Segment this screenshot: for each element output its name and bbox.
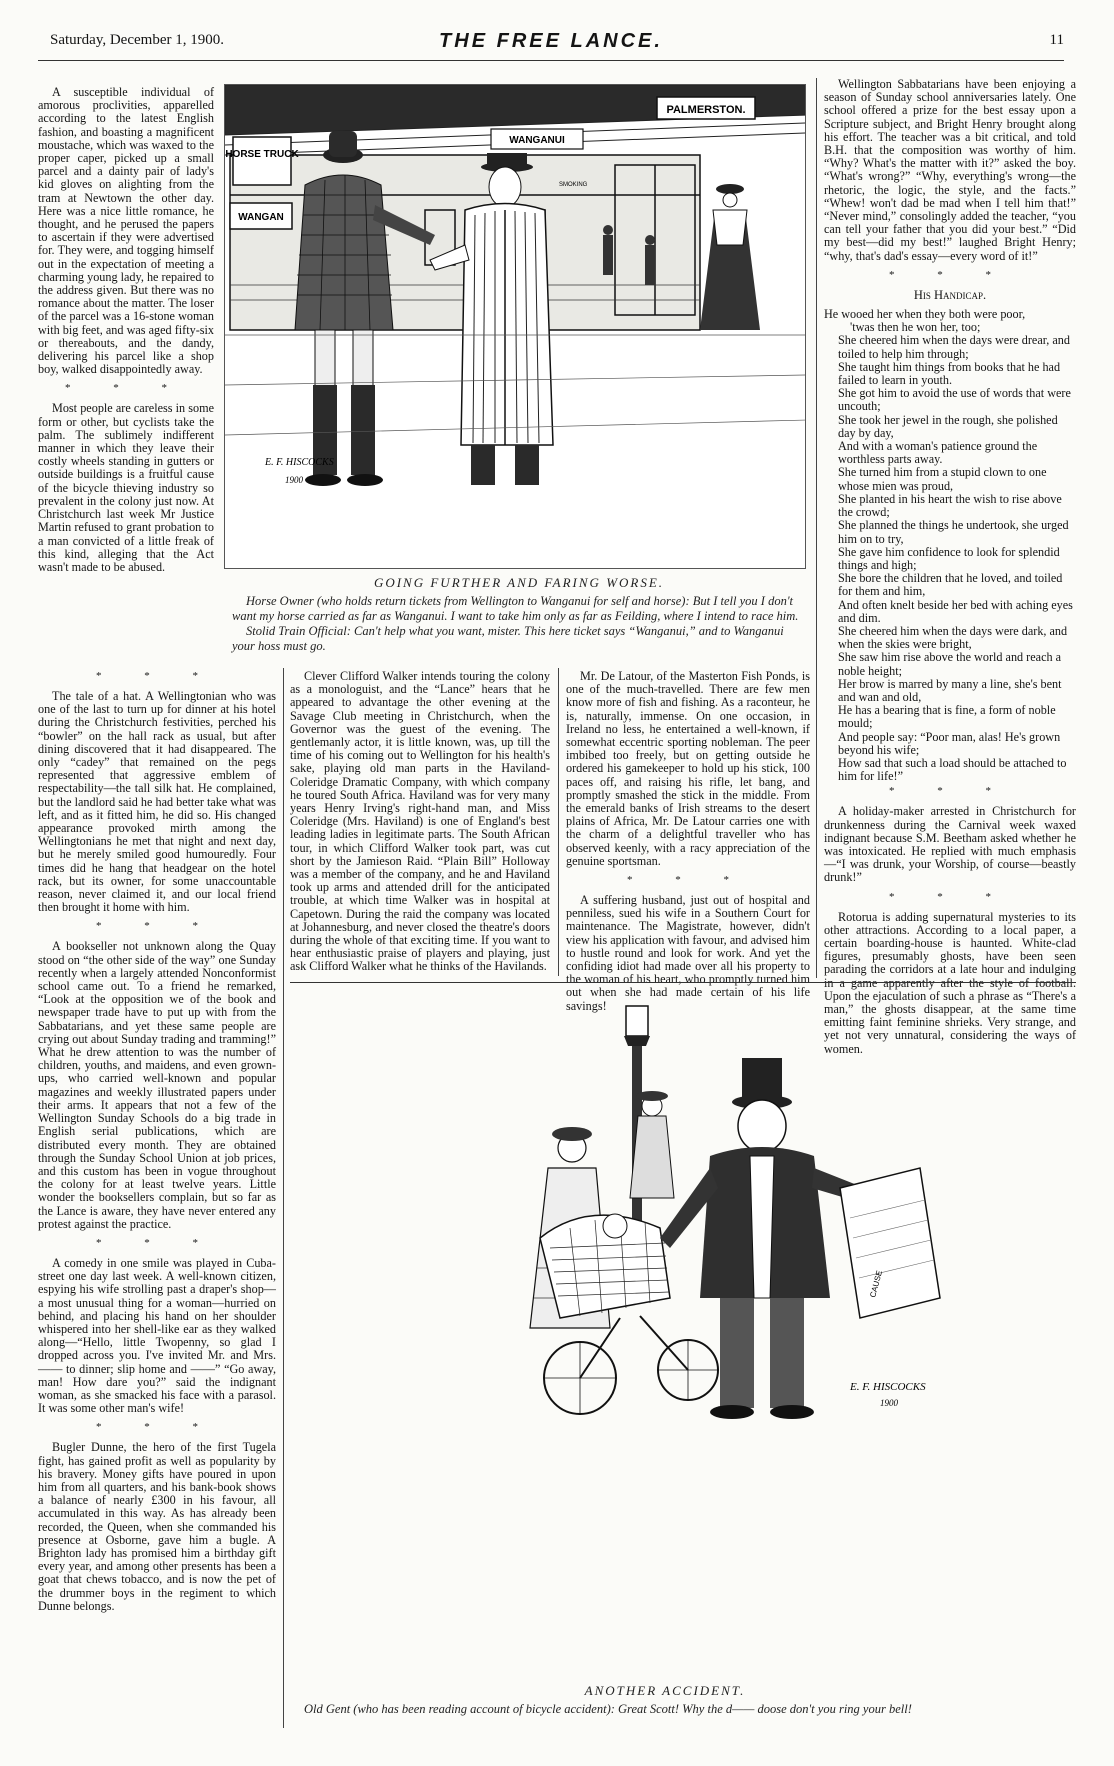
poem-line: She taught him things from books that he had failed to learn in youth.: [838, 359, 1061, 388]
section-separator: * * *: [65, 382, 187, 395]
poem-line: She gave him confidence to look for splendid things and high;: [838, 544, 1060, 572]
article-holiday-maker: A holiday-maker arrested in Christchurch for drunkenness during the Carnival week waxed indignant because S.M. Beetham asked whether he was intoxicated. He replied with much emphasis—“I was drunk, your Worship, of course—beastly drunk!”: [824, 804, 1076, 885]
illustration1-signature: E. F. HISCOCKS: [265, 457, 334, 468]
newspaper-prop: [840, 1168, 940, 1318]
poem-line: 'twas then he won her, too;: [850, 320, 981, 335]
page-header: [38, 30, 1064, 56]
illustration2-signature: E. F. HISCOCKS: [850, 1381, 926, 1393]
caption-title-going-further: GOING FURTHER AND FARING WORSE.: [373, 575, 665, 590]
perambulator: [540, 1214, 718, 1414]
poem-line: She cheered him when the days were dark, and when the skies were bright,: [838, 623, 1068, 652]
poem-line: And often knelt beside her bed with aching eyes and dim.: [838, 597, 1073, 625]
poem-line: She got him to avoid the use of words that were uncouth;: [838, 386, 1071, 414]
column-left-top: [38, 86, 214, 580]
poem-line: Her brow is marred by many a line, she's bent and wan and old,: [838, 676, 1062, 704]
article-tale-of-a-hat: The tale of a hat. A Wellingtonian who was one of the last to turn up for dinner at his hotel during the Christchurch festivities, perched his “bowler” on the hall rack as usual, but after dining discovered that it had disappeared. The only “cadey” that remained on the pegs represented that aggressive emblem of respectability—the tall silk hat. He complained, but the landlord said he had better take what was left, and as it fitted him, he did so. His changed appearance provoked mirth among the Wellingtonians he met that night and next day, but he merely smiled good humouredly. Four times did he hang that headgear on the hotel rack, but its owner, for some unaccountable reason, never claimed it, and our local friend then brought it home with him.: [38, 689, 276, 915]
column-divider: [816, 78, 817, 978]
caption-title-another-accident: ANOTHER ACCIDENT.: [584, 1683, 746, 1698]
lady-background-figure: [700, 184, 760, 330]
article-suffering-husband: A suffering husband, just out of hospital and penniless, sued his wife in a Southern Court for maintenance. The Magistrate, however, didn't view his application with favour, and advised him to hustle round and look for work. And yet the confiding idiot had made over all his property to the woman of his heart, who promptly turned him out when she had made certain of his life savings!: [566, 893, 810, 1013]
sign-palmerston: PALMERSTON.: [666, 104, 746, 116]
section-separator: * * *: [96, 920, 218, 933]
sign-horse-truck: HORSE TRUCK: [225, 149, 299, 160]
sign-wangan: WANGAN: [238, 212, 284, 223]
masthead-title: THE FREE LANCE.: [439, 30, 663, 52]
article-careless-cyclists: Most people are careless in some form or other, but cyclists take the palm. The sublimely indifferent manner in which they leave their costly wheels standing in gutters or outside buildings is a fruitful cause of the bicycle thieving industry so prevalent in the colony just now. At Christchurch last week Mr Justice Martin refused to grant probation to a man convicted of a little freak of this kind, alleging that the Act wasn't made to be abused.: [38, 401, 214, 574]
article-comedy-in-one-smile: A comedy in one smile was played in Cuba-street one day last week. A well-known citizen, espying his wife strolling past a draper's shop—a most unusual thing for a woman—hurried on behind, and placing his hand on her shoulder whispered into her shell-like ear as they walked along—“Hello, little Twopenny, so glad I dropped across you. I've invited Mr. and Mrs. —— to dinner; slip home and ——” “Go away, man! How dare you?” said the indignant woman, as she smacked his face with a parasol. It was some other man's wife!: [38, 1255, 276, 1416]
sign-wanganui-carriage: WANGANUI: [509, 135, 565, 146]
poem-line: She planned the things he undertook, she urged him on to try,: [838, 518, 1069, 546]
caption-horse-owner-text: Horse Owner (who holds return tickets from Wellington to Wanganui for self and horse): But I tell you I don't want my horse carried as far as Wanganui. I want to take him only as far as Feilding, where I intend to race him.: [232, 594, 799, 623]
poem-line: She bore the children that he loved, and toiled for them and him,: [838, 571, 1063, 599]
caption-going-further: [232, 575, 806, 654]
issue-date: Saturday, December 1, 1900.: [50, 32, 224, 48]
poem-line: And people say: “Poor man, alas! He's grown beyond his wife;: [838, 729, 1061, 757]
column-left: [38, 668, 276, 1619]
article-amorous-individual: A susceptible individual of amorous proclivities, apparelled according to the latest English fashion, and boasting a magnificent moustache, which was waxed to the proper caper, picked up a small parcel and a dainty pair of lady's kid gloves on alighting from the tram at Newtown the other day. Here was a nice little romance, he thought, and he perused the papers to ascertain if they were advertised for. They were, and togging himself out in the expectation of meeting a charming young lady, he repaired to the address given. But there was no romance about the matter. The loser of the parcel was a 16-stone woman with big feet, and was aged fifty-six or thereabouts, and the dandy, delivering his parcel like a shop boy, walked disappointedly away.: [38, 85, 214, 377]
article-de-latour: Mr. De Latour, of the Masterton Fish Ponds, is one of the much-travelled. There are few men know more of fish and fishing. As a raconteur, he is, naturally, immense. On one occasion, in Ireland no less, he entertained a well-known, if somewhat eccentric sporting nobleman. The peer imbibed too freely, but on getting outside he ordered his gamekeeper to hold up his stick, 100 paces off, and raising his rifle, let bang, and promptly smashed the stick in the middle. From the emerald banks of Irish streams to the desert plains of Africa, Mr. De Latour carries one with the charm of a delightful traveller who has observed keenly, with a racy appreciation of the genuine sportsman.: [566, 669, 810, 868]
column-right: [824, 78, 1076, 1062]
illustration-railway-station: [224, 84, 806, 569]
article-bright-henry: Wellington Sabbatarians have been enjoying a season of Sunday school anniversaries lately. One school offered a prize for the best essay upon a Scripture subject, and Bright Henry brought along his effort. The teacher was a bit critical, and told B.H. that the composition was worthy of him. “Why? What's the matter with it?” asked the boy. “What's wrong?” “Why, everything's wrong—the rhetoric, the logic, the style, and the facts.” “Whew! won't dad be mad when I tell him that!” “Never mind,” consolingly added the teacher, “you can tell your father that you did your best.” “Did my best—did my best!” laughed Bright Henry; “why, that's dad's essay—every word of it!”: [824, 77, 1076, 263]
sign-smoking: SMOKING: [559, 182, 588, 188]
caption-another-accident: [290, 1683, 1040, 1717]
poem-line: He has a bearing that is fine, a form of noble mould;: [838, 703, 1056, 731]
poem-line: She took her jewel in the rough, she polished day by day,: [838, 412, 1058, 440]
section-separator: * * *: [627, 874, 749, 887]
poem-line: She cheered him when the days were drear, and toiled to help him through;: [838, 333, 1070, 361]
section-separator: * * *: [889, 890, 1011, 903]
column-center-right: [566, 670, 810, 1019]
illustration1-year: 1900: [285, 475, 303, 485]
poem-line: And with a woman's patience ground the worthless parts away.: [838, 439, 1038, 467]
article-bugler-dunne: Bugler Dunne, the hero of the first Tugela fight, has gained profit as well as popularity by his bravery. Money gifts have poured in upon him from all quarters, and his bank-book shows a balance of nearly £300 in his favour, all accumulated in this way. As has already been recorded, the Queen, when she commanded his presence at Osborne, gave him a bugle. A Brighton lady has promised him a birthday gift every year, and among other presents has been a goat that chews tobacco, and is now the pet of the drummer boys in the regiment to which Dunne belongs.: [38, 1440, 276, 1613]
section-separator: * * *: [889, 268, 1011, 281]
article-rotorua-ghosts: Rotorua is adding supernatural mysteries to its other attractions. According to a local paper, a certain boarding-house is haunted. White-clad figures, presumably ghosts, have been seen parading the corridors at a late hour and indulging in a game apparently after the style of football. Upon the ejaculation of such a phrase as “There's a man,” the ghosts disappear, at the same time emitting faint feminine shrieks. Very strange, and yet not very unnatural, considering the ways of women.: [824, 909, 1076, 1056]
another-accident-drawing: [420, 998, 1020, 1460]
poem-title: His Handicap.: [913, 287, 987, 302]
poem-line: She turned him from a stupid clown to one whose mien was proud,: [838, 465, 1047, 493]
poem-his-handicap: [824, 308, 1076, 783]
section-separator: * * *: [96, 1421, 218, 1434]
section-rule: [290, 982, 1076, 983]
header-rule: [38, 60, 1064, 61]
column-center-left: [290, 670, 550, 980]
section-separator: * * *: [96, 670, 218, 682]
section-separator: * * *: [96, 1236, 218, 1249]
illustration2-year: 1900: [880, 1398, 898, 1408]
page-number: 11: [1049, 32, 1064, 48]
article-clifford-walker: Clever Clifford Walker intends touring the colony as a monologuist, and the “Lance” hears that he appeared to advantage the other evening at the Savage Club meeting in Christchurch, when the Governor was the guest of the evening. The gentlemanly actor, it is little known, was, up till the time of his coming out to Wellington for his health's sake, playing old man parts in the Haviland-Coleridge Dramatic Company, with which company he toured South Africa. Haviland was for very many years Henry Irving's right-hand man, and Miss Coleridge (Mrs. Haviland) is one of England's best leading ladies in legitimate parts. The South African tour, in which Clifford Walker took part, was cut short by the Jamieson Raid. “Plain Bill” Holloway was a member of the company, and he and Haviland took up arms and attended drill for the anticipated trouble, at which time Walker was in hospital at Capetown. During the raid the company was located at Johannesburg, and never closed the theatre's doors during the whole of that exciting time. If you want to hear enthusiastic praise of players and playing, just ask Clifford Walker what he thinks of the Havilands.: [290, 669, 550, 974]
caption-train-official-text: Stolid Train Official: Can't help what you want, mister. This here ticket says “Wanganui,” and to Wanganui your hoss must go.: [232, 624, 784, 653]
article-bookseller: A bookseller not unknown along the Quay stood on “the other side of the way” one Sunday recently when a largely attended Nonconformist school came out. To a friend he remarked, “Look at the opposition we of the book and newspaper trade have to put up with from the Sabbatarians, and yet these same people are crying out about Sunday trading and tramming!” What he drew attention to was the number of children, youths, and maidens, and even grown-ups, who carried well-known and popular magazines and weekly illustrated papers under their arms. It appears that not a few of the Wellington Sunday Schools do a big trade in English serial publications, which are distributed every month. They are obtained through the Sunday School Union at job prices, and this custom has been in vogue throughout the colony for at least twelve years. Little wonder the booksellers complain, but so far as the Lance is aware, they have never entered any protest against the practice.: [38, 939, 276, 1231]
newspaper-text: CAUSE: [868, 1269, 885, 1299]
poem-line: She saw him rise above the world and reach a noble height;: [838, 650, 1062, 678]
column-divider: [558, 668, 559, 976]
illustration-another-accident: [420, 998, 1020, 1460]
poem-line: She planted in his heart the wish to rise above the crowd;: [838, 491, 1062, 520]
railway-station-drawing: [225, 85, 806, 569]
column-divider: [283, 668, 284, 1728]
caption-old-gent-text: Old Gent (who has been reading account of bicycle accident): Great Scott! Why the d—— doose don't you ring your bell!: [304, 1702, 912, 1716]
poem-line: He wooed her when they both were poor,: [824, 307, 1026, 322]
poem-line: How sad that such a load should be attached to him for life!”: [838, 755, 1067, 784]
section-separator: * * *: [889, 785, 1011, 798]
